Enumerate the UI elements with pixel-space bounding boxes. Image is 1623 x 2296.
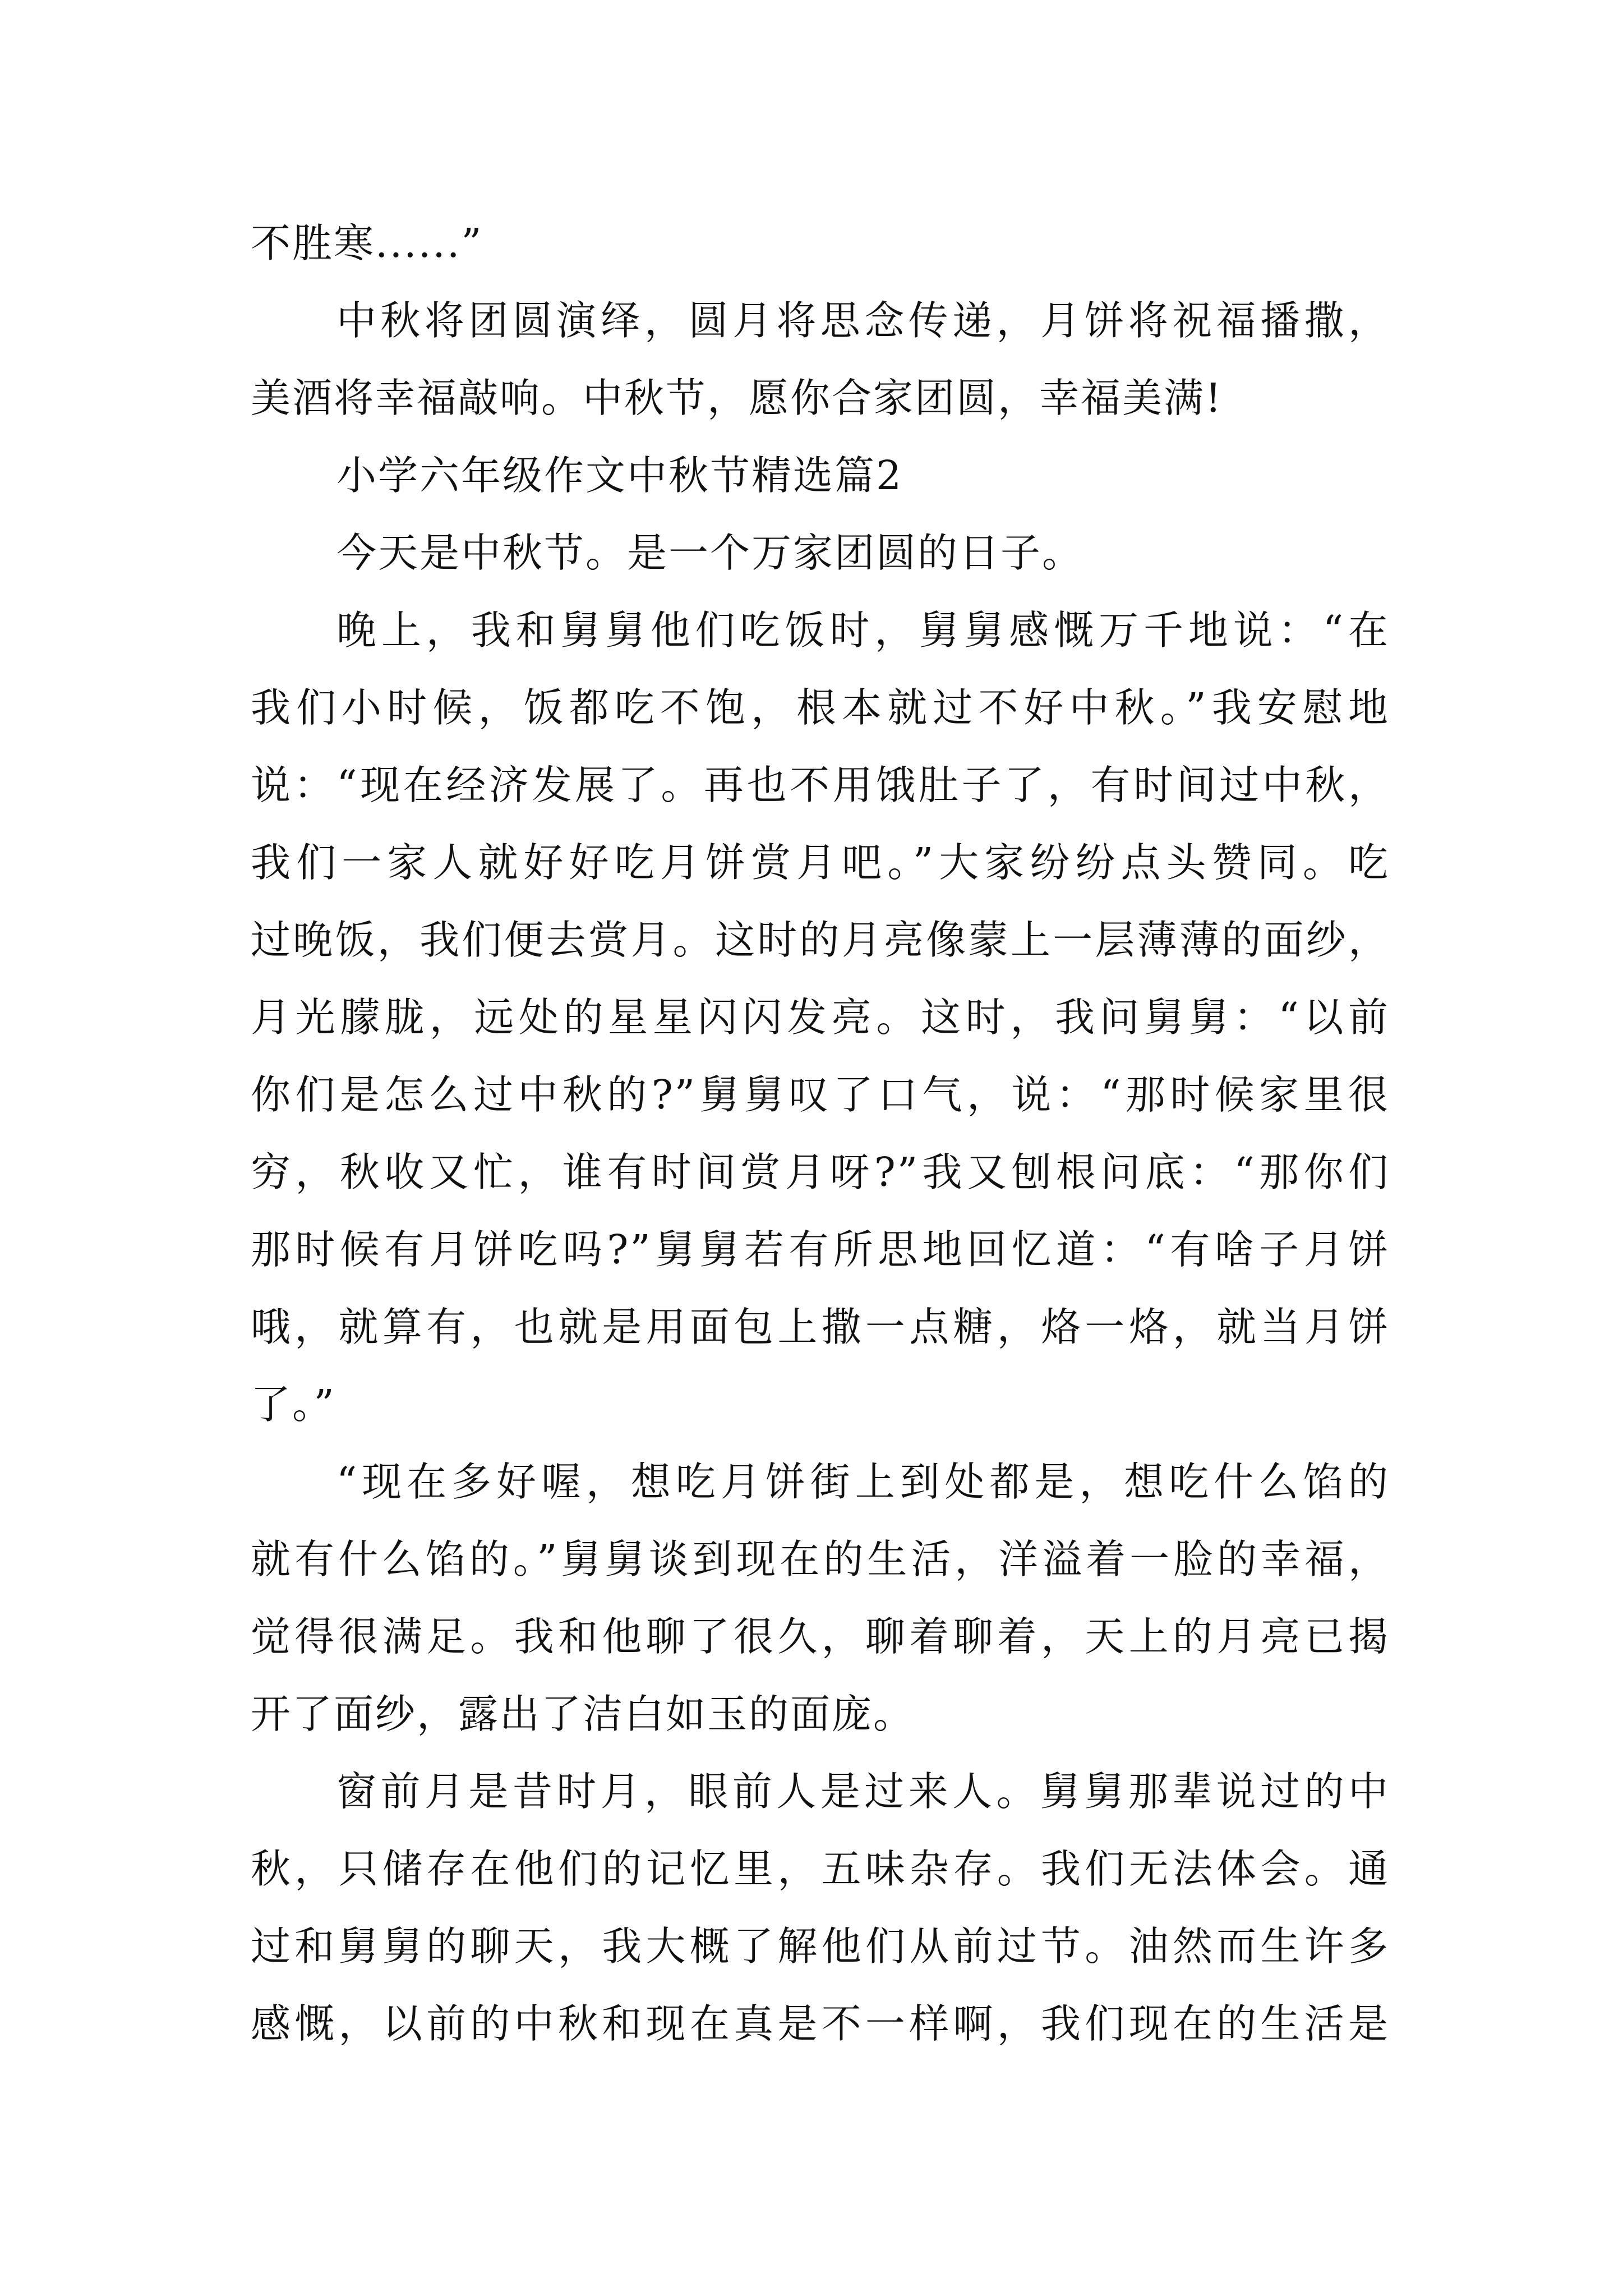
text-line: 感慨，以前的中秋和现在真是不一样啊，我们现在的生活是 (251, 2000, 1390, 2047)
paragraph-first-line: 今天是中秋节。是一个万家团圆的日子。 (336, 530, 1084, 576)
paragraph-first-line: “现在多好喔，想吃月饼街上到处都是，想吃什么馅的 (336, 1458, 1390, 1505)
text-line: 穷，秋收又忙，谁有时间赏月呀?”我又刨根问底：“那你们 (251, 1149, 1390, 1195)
section-heading: 小学六年级作文中秋节精选篇2 (336, 452, 903, 499)
paragraph-first-line: 中秋将团圆演绎，圆月将思念传递，月饼将祝福播撒， (336, 297, 1390, 344)
text-line: 了。” (251, 1381, 336, 1428)
text-line: 过晚饭，我们便去赏月。这时的月亮像蒙上一层薄薄的面纱， (251, 917, 1390, 963)
text-line: 开了面纱，露出了洁白如玉的面庞。 (251, 1691, 915, 1737)
text-line: 过和舅舅的聊天，我大概了解他们从前过节。油然而生许多 (251, 1923, 1390, 1970)
paragraph-first-line: 窗前月是昔时月，眼前人是过来人。舅舅那辈说过的中 (336, 1768, 1390, 1815)
text-line: 我们小时候，饭都吃不饱，根本就过不好中秋。”我安慰地 (251, 684, 1390, 731)
text-line: 就有什么馅的。”舅舅谈到现在的生活，洋溢着一脸的幸福， (251, 1536, 1390, 1582)
text-line: 不胜寒......” (251, 220, 483, 266)
text-line: 哦，就算有，也就是用面包上撒一点糖，烙一烙，就当月饼 (251, 1304, 1390, 1350)
text-line: 月光朦胧，远处的星星闪闪发亮。这时，我问舅舅：“以前 (251, 994, 1390, 1041)
text-line: 说：“现在经济发展了。再也不用饿肚子了，有时间过中秋， (251, 762, 1390, 808)
text-line: 觉得很满足。我和他聊了很久，聊着聊着，天上的月亮已揭 (251, 1613, 1390, 1660)
text-line: 你们是怎么过中秋的?”舅舅叹了口气，说：“那时候家里很 (251, 1071, 1390, 1118)
text-line: 那时候有月饼吃吗?”舅舅若有所思地回忆道：“有啥子月饼 (251, 1226, 1390, 1273)
text-line: 秋，只储存在他们的记忆里，五味杂存。我们无法体会。通 (251, 1846, 1390, 1892)
paragraph-first-line: 晚上，我和舅舅他们吃饭时，舅舅感慨万千地说：“在 (336, 607, 1390, 654)
body-text (251, 205, 1390, 2063)
text-line: 我们一家人就好好吃月饼赏月吧。”大家纷纷点头赞同。吃 (251, 839, 1390, 886)
text-line: 美酒将幸福敲响。中秋节，愿你合家团圆，幸福美满! (251, 375, 1223, 421)
